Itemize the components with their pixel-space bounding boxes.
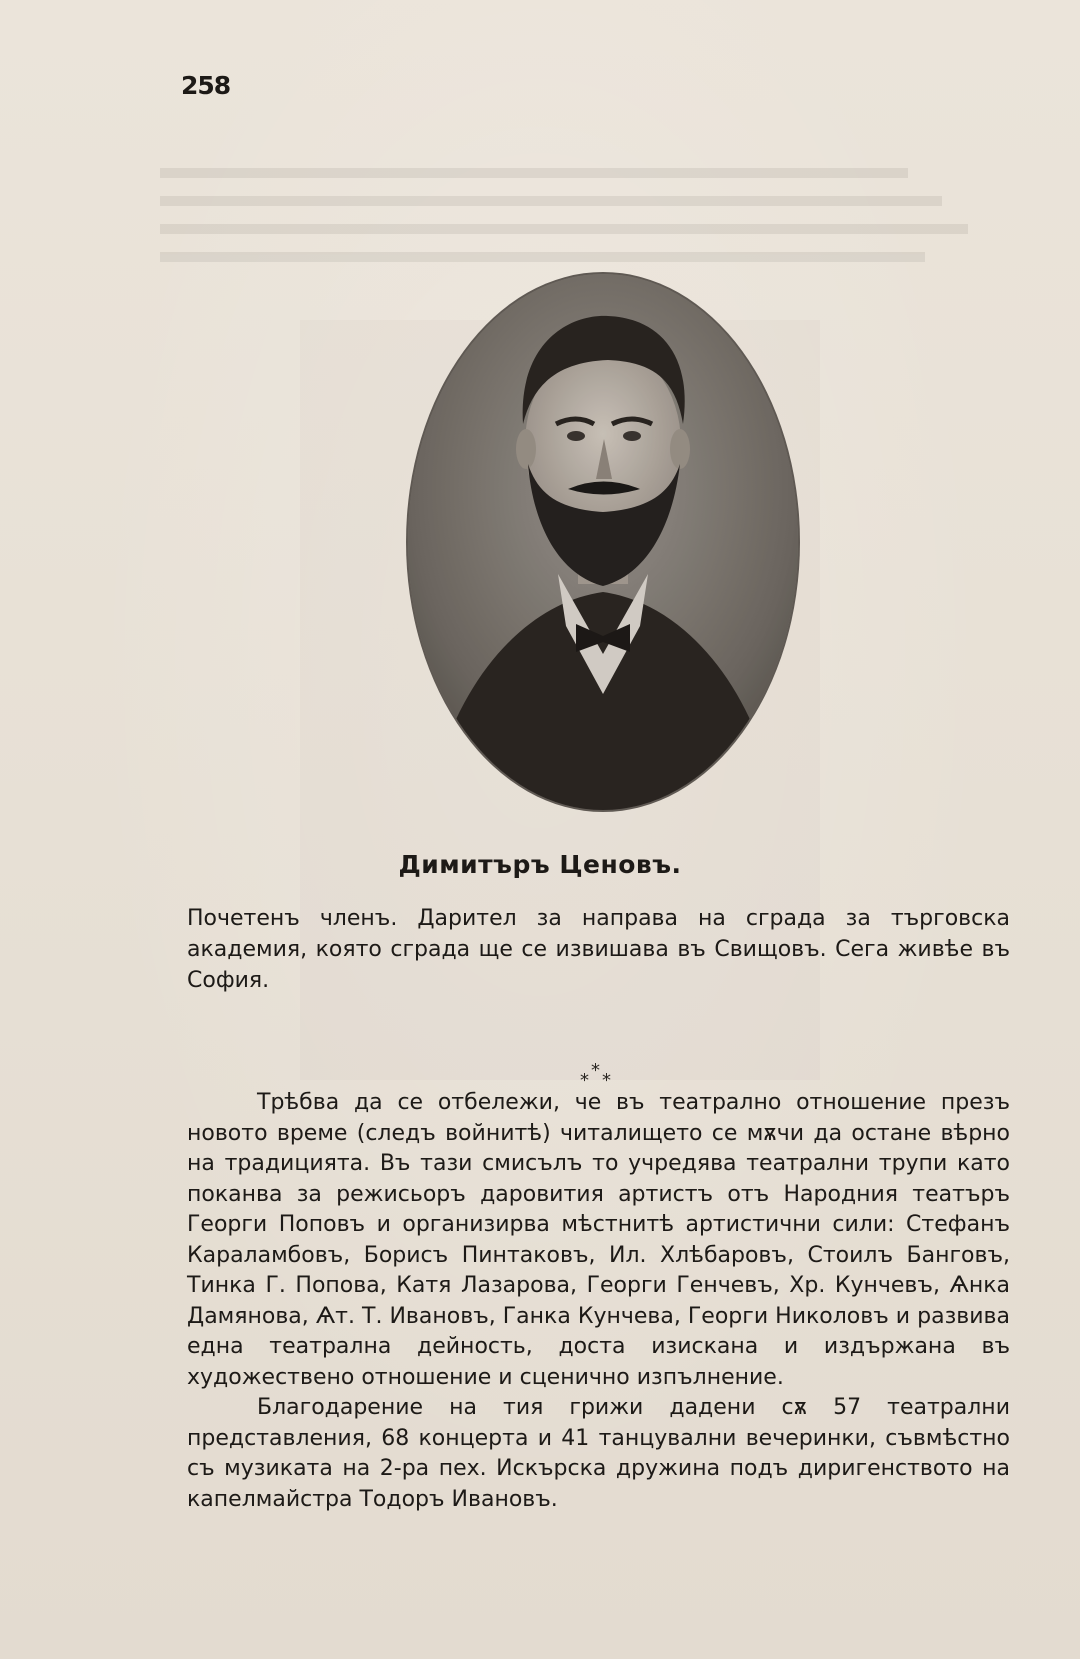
asterism-star-left: * bbox=[580, 1070, 589, 1091]
bio-paragraph: Почетенъ членъ. Дарител за направа на сграда за търговска академия, която сграда ще се извишава въ Свищовъ. Сега живѣе въ София. bbox=[187, 906, 1010, 993]
portrait-photo bbox=[408, 274, 798, 810]
asterism-star-top: * bbox=[591, 1060, 600, 1081]
portrait-caption: Димитъръ Ценовъ. bbox=[398, 850, 682, 879]
body-text bbox=[187, 1088, 1010, 1515]
asterism-star-right: * bbox=[602, 1070, 611, 1091]
body-paragraph-2: Благодарение на тия грижи дадени сѫ 57 театрални представления, 68 концерта и 41 танцувални вечеринки, съвмѣстно съ музиката на 2-ра пех. Искърска дружина подъ диригенството на капелмайстра Тодоръ Ивановъ. bbox=[187, 1395, 1010, 1512]
body-paragraph-1: Трѣбва да се отбележи, че въ театрално отношение презъ новото време (следъ войнитѣ) читалището се мѫчи да остане вѣрно на традицията. Въ тази смисълъ то учредява театрални трупи като поканва за режисьоръ даровития артистъ отъ Народния театъръ Георги Поповъ и организирва мѣстнитѣ артистични сили: Стефанъ Караламбовъ, Борисъ Пинтаковъ, Ил. Хлѣбаровъ, Стоилъ Бангoвъ, Тинка Г. Попова, Катя Лазарова, Георги Генчевъ, Хр. Кунчевъ, Ѧнка Дамянова, Ѧт. Т. Ивановъ, Ганка Кунчева, Георги Николовъ и развива една театрална дейность, доста изискана и издържана въ художествено отношение и сценично изпълнение. bbox=[187, 1090, 1010, 1390]
page-number: 258 bbox=[181, 71, 231, 100]
portrait-photo-icon bbox=[408, 274, 798, 810]
